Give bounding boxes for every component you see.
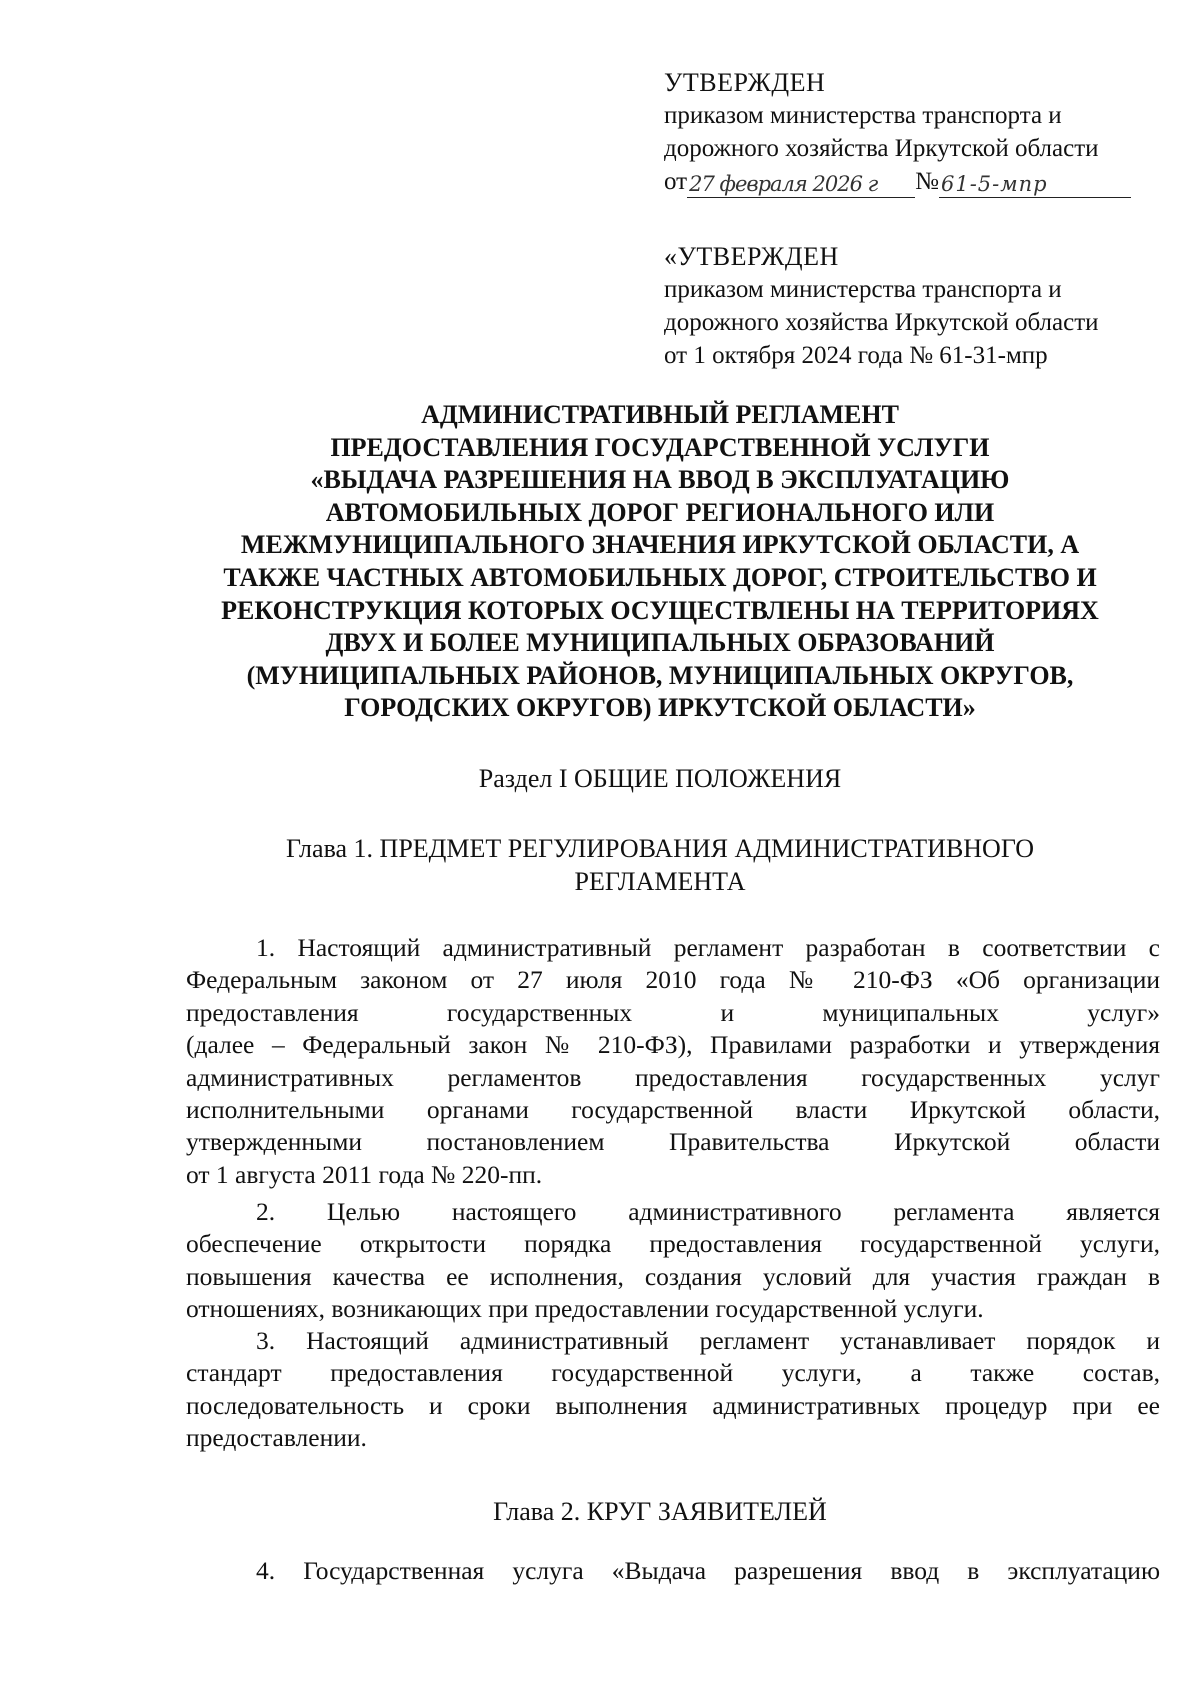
chapter-heading-line: РЕГЛАМЕНТА — [574, 867, 746, 896]
from-label: от — [664, 168, 688, 195]
title-line: (МУНИЦИПАЛЬНЫХ РАЙОНОВ, МУНИЦИПАЛЬНЫХ ОКРУГОВ, — [246, 660, 1074, 690]
paragraph-line: предоставлении. — [186, 1423, 367, 1453]
paragraph-line: (далее – Федеральный закон № 210-ФЗ), Правилами разработки и утверждения — [186, 1030, 1160, 1060]
title-line: АДМИНИСТРАТИВНЫЙ РЕГЛАМЕНТ — [421, 400, 899, 429]
approval-heading: «УТВЕРЖДЕН — [664, 242, 839, 271]
paragraph-line: административных регламентов предоставления государственных услуг — [186, 1062, 1160, 1092]
number-label: № — [915, 168, 939, 195]
approval-line: дорожного хозяйства Иркутской области — [664, 309, 1099, 336]
paragraph-line: стандарт предоставления государственной услуги, а также состав, — [186, 1358, 1160, 1388]
title-line: ГОРОДСКИХ ОКРУГОВ) ИРКУТСКОЙ ОБЛАСТИ» — [344, 693, 976, 723]
approval-line: приказом министерства транспорта и — [664, 276, 1062, 303]
chapter-heading: Глава 2. КРУГ ЗАЯВИТЕЛЕЙ — [493, 1497, 827, 1526]
paragraph-line: обеспечение открытости порядка предоставления государственной услуги, — [186, 1229, 1160, 1259]
approval-line: приказом министерства транспорта и — [664, 102, 1062, 129]
approval-heading: УТВЕРЖДЕН — [664, 68, 826, 97]
paragraph-line: Федеральным законом от 27 июля 2010 года № 210-ФЗ «Об организации — [186, 965, 1160, 995]
approval-line: от 1 октября 2024 года № 61-31-мпр — [664, 342, 1048, 369]
approval-stamp-current — [664, 66, 1174, 198]
paragraph-4 — [186, 1555, 1160, 1587]
paragraph-line: исполнительными органами государственной власти Иркутской области, — [186, 1095, 1160, 1125]
handwritten-date: 27 февраля 2026 г — [687, 172, 915, 198]
title-line: ТАКЖЕ ЧАСТНЫХ АВТОМОБИЛЬНЫХ ДОРОГ, СТРОИТЕЛЬСТВО И — [223, 562, 1097, 592]
title-line: РЕКОНСТРУКЦИЯ КОТОРЫХ ОСУЩЕСТВЛЕНЫ НА ТЕРРИТОРИЯХ — [221, 595, 1099, 625]
paragraph-2 — [186, 1196, 1160, 1326]
paragraph-line: 3. Настоящий административный регламент устанавливает порядок и — [256, 1326, 1160, 1355]
title-line: ПРЕДОСТАВЛЕНИЯ ГОСУДАРСТВЕННОЙ УСЛУГИ — [330, 432, 990, 462]
handwritten-order-number: 61-5-мпр — [939, 172, 1131, 198]
paragraph-line: последовательность и сроки выполнения административных процедур при ее — [186, 1390, 1160, 1420]
paragraph-line: предоставления государственных и муниципальных услуг» — [186, 997, 1160, 1027]
title-line: АВТОМОБИЛЬНЫХ ДОРОГ РЕГИОНАЛЬНОГО ИЛИ — [325, 497, 995, 527]
paragraph-line: повышения качества ее исполнения, создания условий для участия граждан в — [186, 1261, 1160, 1291]
paragraph-line: утвержденными постановлением Правительства Иркутской области — [186, 1127, 1160, 1157]
paragraph-line: 1. Настоящий административный регламент разработан в соответствии с — [256, 933, 1160, 962]
title-line: МЕЖМУНИЦИПАЛЬНОГО ЗНАЧЕНИЯ ИРКУТСКОЙ ОБЛАСТИ, А — [240, 530, 1080, 560]
paragraph-line: отношениях, возникающих при предоставлении государственной услуги. — [186, 1294, 984, 1324]
section-heading: Раздел I ОБЩИЕ ПОЛОЖЕНИЯ — [478, 764, 842, 793]
paragraph-3 — [186, 1325, 1160, 1455]
chapter-heading-line: Глава 1. ПРЕДМЕТ РЕГУЛИРОВАНИЯ АДМИНИСТРАТИВНОГО — [285, 834, 1034, 863]
document-title — [180, 399, 1140, 725]
paragraph-line: от 1 августа 2011 года № 220-пп. — [186, 1159, 543, 1189]
chapter-heading — [150, 832, 1170, 898]
approval-stamp-original — [664, 240, 1174, 372]
approval-line: дорожного хозяйства Иркутской области — [664, 135, 1099, 162]
approval-date-number-line — [664, 165, 1174, 198]
paragraph-line: 2. Целью настоящего административного регламента является — [256, 1197, 1160, 1226]
paragraph-line: 4. Государственная услуга «Выдача разрешения ввод в эксплуатацию — [256, 1556, 1160, 1585]
title-line: «ВЫДАЧА РАЗРЕШЕНИЯ НА ВВОД В ЭКСПЛУАТАЦИЮ — [310, 465, 1010, 495]
paragraph-1 — [186, 932, 1160, 1191]
title-line: ДВУХ И БОЛЕЕ МУНИЦИПАЛЬНЫХ ОБРАЗОВАНИЙ — [325, 628, 995, 658]
